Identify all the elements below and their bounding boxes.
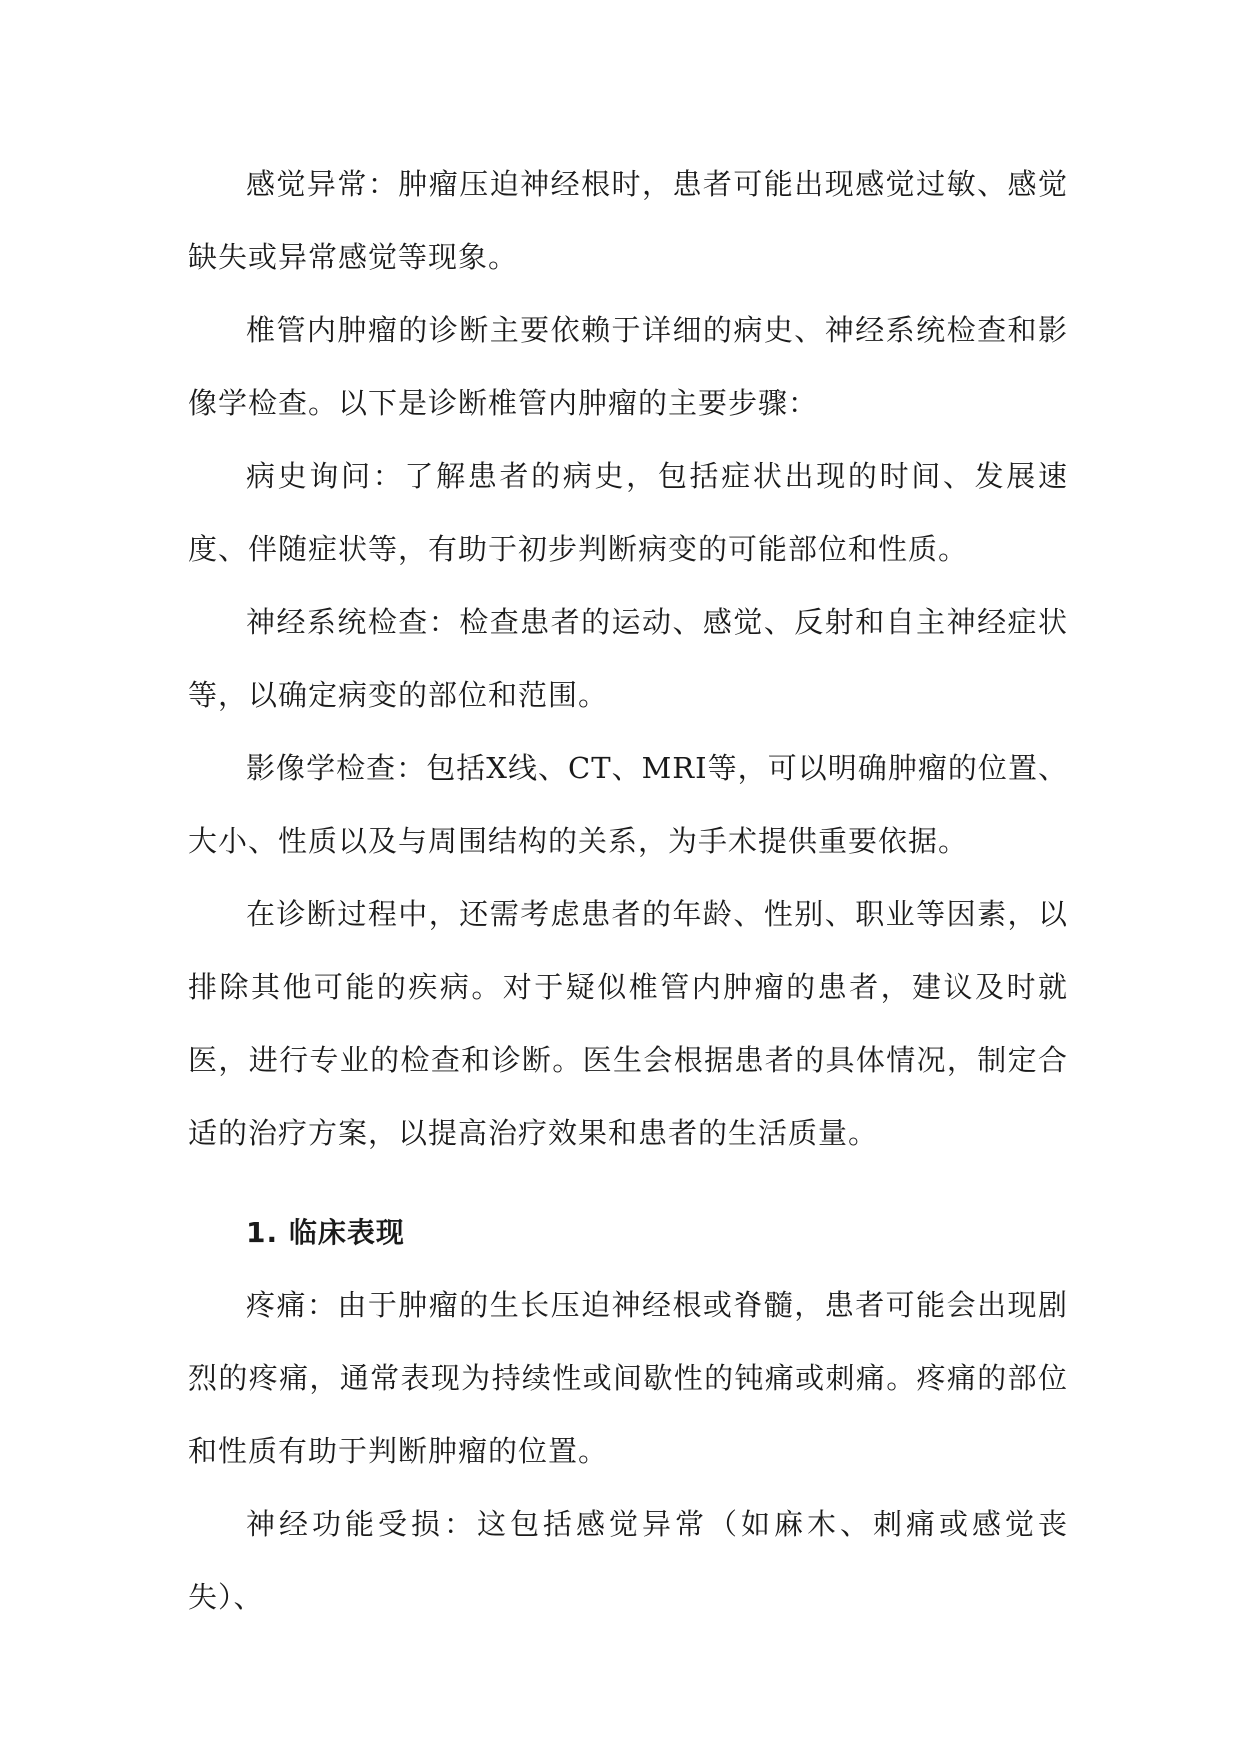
paragraph-imaging-exam: 影像学检查：包括X线、CT、MRI等，可以明确肿瘤的位置、大小、性质以及与周围结构的关系，为手术提供重要依据。 — [188, 751, 1068, 858]
paragraph-history-inquiry: 病史询问：了解患者的病史，包括症状出现的时间、发展速度、伴随症状等，有助于初步判断病变的可能部位和性质。 — [188, 459, 1068, 566]
paragraph-neuro-function-impairment: 神经功能受损：这包括感觉异常（如麻木、刺痛或感觉丧失）、 — [188, 1507, 1068, 1614]
section-heading-clinical-manifestations: 1. 临床表现 — [246, 1216, 405, 1249]
paragraph-pain: 疼痛：由于肿瘤的生长压迫神经根或脊髓，患者可能会出现剧烈的疼痛，通常表现为持续性或间歇性的钝痛或刺痛。疼痛的部位和性质有助于判断肿瘤的位置。 — [188, 1288, 1068, 1468]
paragraph-sensory-abnormality: 感觉异常：肿瘤压迫神经根时，患者可能出现感觉过敏、感觉缺失或异常感觉等现象。 — [188, 167, 1068, 274]
paragraph-neuro-exam: 神经系统检查：检查患者的运动、感觉、反射和自主神经症状等，以确定病变的部位和范围。 — [188, 605, 1068, 712]
document-page — [188, 148, 1068, 1634]
paragraph-diagnosis-intro: 椎管内肿瘤的诊断主要依赖于详细的病史、神经系统检查和影像学检查。以下是诊断椎管内肿瘤的主要步骤： — [188, 313, 1068, 420]
paragraph-diagnosis-process: 在诊断过程中，还需考虑患者的年龄、性别、职业等因素，以排除其他可能的疾病。对于疑似椎管内肿瘤的患者，建议及时就医，进行专业的检查和诊断。医生会根据患者的具体情况，制定合适的治疗方案，以提高治疗效果和患者的生活质量。 — [188, 897, 1068, 1150]
